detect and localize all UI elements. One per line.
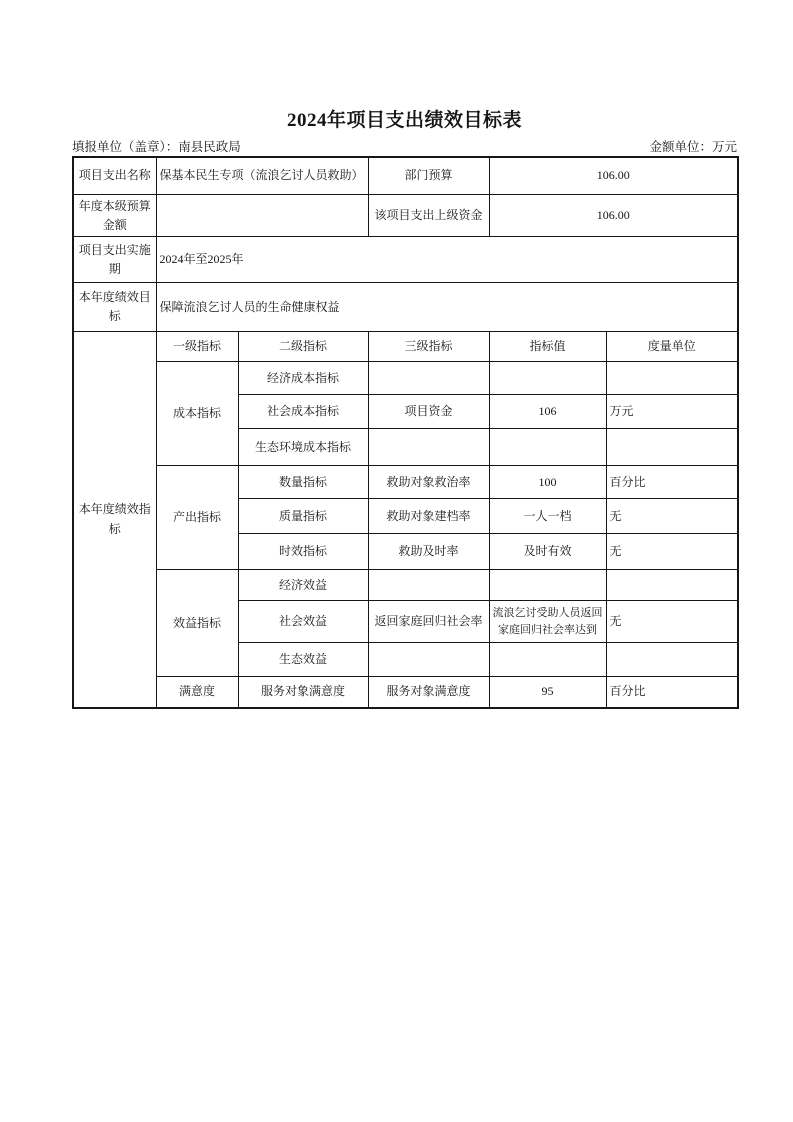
- meta-line: [72, 140, 737, 155]
- header-unit-cell: 度量单位: [606, 332, 738, 362]
- implementation-period-label-cell: 项目支出实施期: [73, 237, 156, 283]
- dept-budget-label-cell: 部门预算: [368, 157, 489, 195]
- level3-cell: [368, 643, 489, 677]
- level3-cell: [368, 429, 489, 466]
- header-level1-cell: 一级指标: [156, 332, 238, 362]
- unit-cell: [606, 429, 738, 466]
- value-cell: 及时有效: [489, 534, 606, 570]
- value-cell: 流浪乞讨受助人员返回家庭回归社会率达到: [489, 601, 606, 643]
- annual-local-budget-label-cell: 年度本级预算金额: [73, 195, 156, 237]
- benefit-group-name-cell: 效益指标: [156, 570, 238, 677]
- unit-cell: [606, 570, 738, 601]
- amount-unit-label: 金额单位：万元: [649, 139, 737, 154]
- level2-cell: 社会效益: [238, 601, 368, 643]
- level3-cell: 救助对象救治率: [368, 466, 489, 499]
- annual-goal-label-cell: 本年度绩效目标: [73, 283, 156, 332]
- header-level3-cell: 三级指标: [368, 332, 489, 362]
- indicators-section-label-cell: 本年度绩效指标: [73, 332, 156, 708]
- level3-cell: 返回家庭回归社会率: [368, 601, 489, 643]
- document-sheet: [72, 0, 737, 709]
- superior-funds-value-cell: 106.00: [489, 195, 738, 237]
- value-cell: [489, 429, 606, 466]
- level3-cell: 救助及时率: [368, 534, 489, 570]
- project-name-label-cell: 项目支出名称: [73, 157, 156, 195]
- level3-cell: [368, 570, 489, 601]
- value-cell: 95: [489, 677, 606, 708]
- value-cell: 100: [489, 466, 606, 499]
- unit-cell: 百分比: [606, 466, 738, 499]
- level2-cell: 服务对象满意度: [238, 677, 368, 708]
- annual-local-budget-value-cell: [156, 195, 368, 237]
- performance-target-table: [72, 156, 739, 709]
- unit-cell: 无: [606, 534, 738, 570]
- satisfaction-group-name-cell: 满意度: [156, 677, 238, 708]
- annual-goal-value-cell: 保障流浪乞讨人员的生命健康权益: [156, 283, 738, 332]
- superior-funds-label-cell: 该项目支出上级资金: [368, 195, 489, 237]
- level3-cell: 项目资金: [368, 395, 489, 429]
- level2-cell: 经济成本指标: [238, 362, 368, 395]
- unit-cell: [606, 643, 738, 677]
- level2-cell: 数量指标: [238, 466, 368, 499]
- header-value-cell: 指标值: [489, 332, 606, 362]
- level3-cell: 救助对象建档率: [368, 499, 489, 534]
- dept-budget-value-cell: 106.00: [489, 157, 738, 195]
- unit-cell: 百分比: [606, 677, 738, 708]
- level2-cell: 时效指标: [238, 534, 368, 570]
- unit-cell: 无: [606, 499, 738, 534]
- value-cell: [489, 362, 606, 395]
- unit-cell: [606, 362, 738, 395]
- value-cell: [489, 570, 606, 601]
- level2-cell: 社会成本指标: [238, 395, 368, 429]
- value-cell: 106: [489, 395, 606, 429]
- level2-cell: 经济效益: [238, 570, 368, 601]
- level3-cell: [368, 362, 489, 395]
- output-group-name-cell: 产出指标: [156, 466, 238, 570]
- level2-cell: 生态效益: [238, 643, 368, 677]
- level3-cell: 服务对象满意度: [368, 677, 489, 708]
- page-title: 2024年项目支出绩效目标表: [286, 110, 522, 131]
- unit-cell: 无: [606, 601, 738, 643]
- implementation-period-value-cell: 2024年至2025年: [156, 237, 738, 283]
- header-level2-cell: 二级指标: [238, 332, 368, 362]
- unit-cell: 万元: [606, 395, 738, 429]
- value-cell: 一人一档: [489, 499, 606, 534]
- level2-cell: 质量指标: [238, 499, 368, 534]
- fill-unit-label: 填报单位（盖章）：南县民政局: [72, 139, 241, 154]
- cost-group-name-cell: 成本指标: [156, 362, 238, 466]
- project-name-value-cell: 保基本民生专项（流浪乞讨人员救助）: [156, 157, 368, 195]
- value-cell: [489, 643, 606, 677]
- level2-cell: 生态环境成本指标: [238, 429, 368, 466]
